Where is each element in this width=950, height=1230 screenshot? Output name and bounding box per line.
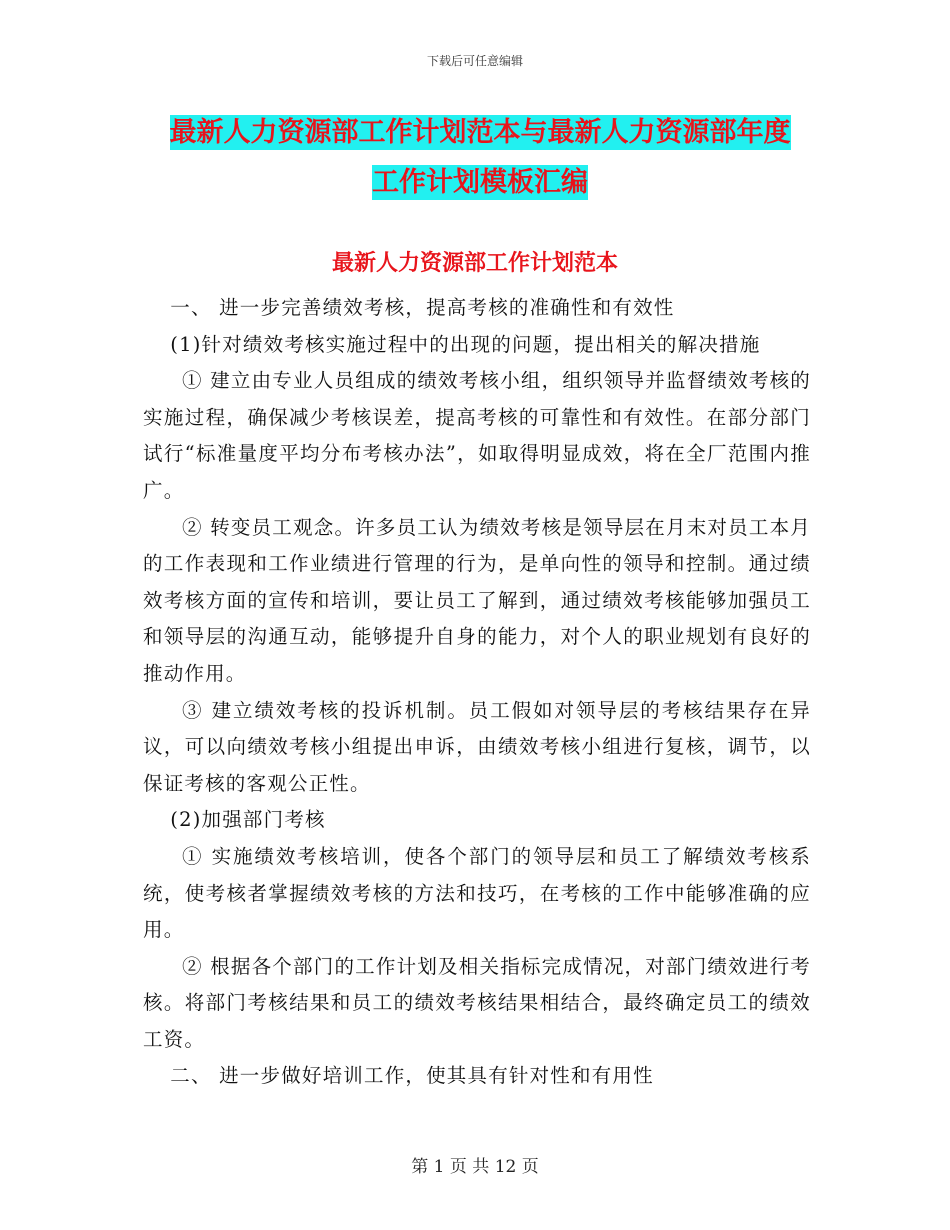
paragraph-3: ③ 建立绩效考核的投诉机制。员工假如对领导层的考核结果存在异议，可以向绩效考核小组提出申诉，由绩效考核小组进行复核，调节，以保证考核的客观公正性。 [143, 698, 811, 795]
paragraph-5: ② 根据各个部门的工作计划及相关指标完成情况，对部门绩效进行考核。将部门考核结果和员工的绩效考核结果相结合，最终确定员工的绩效工资。 [143, 954, 811, 1051]
document-body [143, 290, 811, 1095]
subheading-2: (2)加强部门考核 [170, 808, 326, 832]
paragraph-2: ② 转变员工观念。许多员工认为绩效考核是领导层在月末对员工本月的工作表现和工作业绩进行管理的行为，是单向性的领导和控制。通过绩效考核方面的宣传和培训，要让员工了解到，通过绩效考核能够加强员工和领导层的沟通互动，能够提升自身的能力，对个人的职业规划有良好的推动作用。 [143, 515, 811, 685]
document-title-line2: 工作计划模板汇编 [372, 167, 588, 198]
paragraph-4: ① 实施绩效考核培训，使各个部门的领导层和员工了解绩效考核系统，使考核者掌握绩效考核的方法和技巧，在考核的工作中能够准确的应用。 [143, 844, 811, 942]
page-header-note: 下载后可任意编辑 [426, 54, 523, 68]
paragraph-1: ① 建立由专业人员组成的绩效考核小组，组织领导并监督绩效考核的实施过程，确保减少考核误差，提高考核的可靠性和有效性。在部分部门试行“标准量度平均分布考核办法”，如取得明显成效，将在全厂范围内推广。 [143, 369, 811, 502]
document-title [145, 108, 815, 208]
heading-1: 一、 进一步完善绩效考核，提高考核的准确性和有效性 [170, 296, 675, 319]
document-title-line1: 最新人力资源部工作计划范本与最新人力资源部年度 [169, 117, 791, 148]
heading-2: 二、 进一步做好培训工作，使其具有针对性和有用性 [170, 1064, 654, 1088]
subheading-1: (1)针对绩效考核实施过程中的出现的问题，提出相关的解决措施 [170, 332, 761, 356]
section-title: 最新人力资源部工作计划范本 [331, 251, 618, 276]
page-footer: 第 1 页 共 12 页 [411, 1157, 539, 1177]
